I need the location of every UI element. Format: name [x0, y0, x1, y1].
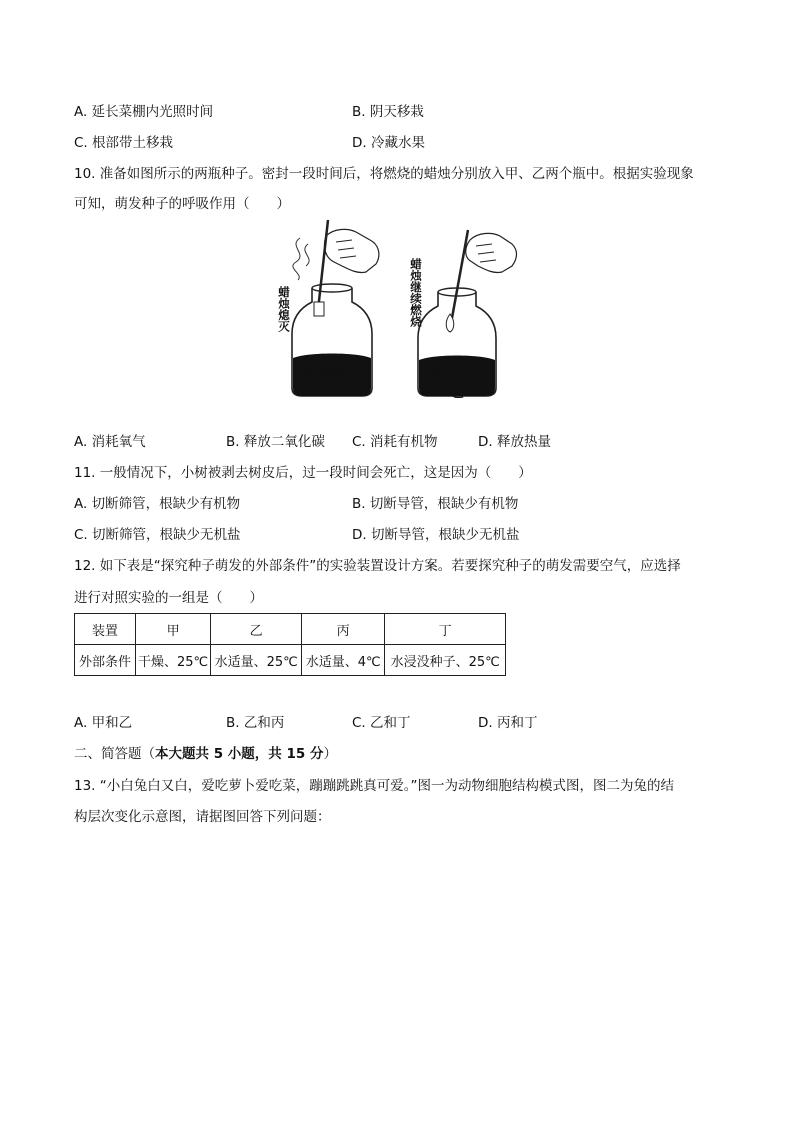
table-header-cell: 装置 — [75, 614, 136, 645]
q12-option-d: D. 丙和丁 — [478, 715, 538, 731]
q10-option-b: B. 释放二氧化碳 — [226, 434, 325, 450]
q11-option-d: D. 切断导管，根缺少无机盐 — [352, 527, 520, 543]
table-header-cell: 甲 — [136, 614, 211, 645]
q12-stem-line1: 12. 如下表是“探究种子萌发的外部条件”的实验装置设计方案。若要探究种子的萌发需要空气，应选择 — [74, 558, 681, 574]
table-row — [75, 645, 506, 676]
jar-b-vertical-label: 蜡烛继续燃烧 — [409, 258, 423, 327]
jar-a-name: 甲 — [326, 380, 338, 394]
q9-option-a: A. 延长菜棚内光照时间 — [74, 104, 214, 120]
q13-stem-line1: 13. “小白兔白又白，爱吃萝卜爱吃菜，蹦蹦跳跳真可爱。”图一为动物细胞结构模式图，图二为兔的结 — [74, 778, 674, 794]
jar-a-caption-text: 萌发的种子 — [303, 365, 361, 379]
q10-stem-line2: 可知，萌发种子的呼吸作用（ ） — [74, 196, 290, 212]
section2-title — [74, 744, 337, 764]
experiment-table — [74, 613, 506, 676]
table-header-cell: 丁 — [385, 614, 506, 645]
table-cell: 水浸没种子、25℃ — [385, 645, 506, 676]
q10-stem-line1: 10. 准备如图所示的两瓶种子。密封一段时间后，将燃烧的蜡烛分别放入甲、乙两个瓶中。根据实验现象 — [74, 166, 694, 182]
jar-b-name: 乙 — [452, 386, 464, 400]
q11-stem: 11. 一般情况下，小树被剥去树皮后，过一段时间会死亡，这是因为（ ） — [74, 465, 532, 481]
q11-option-b: B. 切断导管，根缺少有机物 — [352, 496, 519, 512]
candle-jars-figure — [278, 218, 520, 408]
jar-a-vertical-label: 蜡烛熄灭 — [277, 286, 291, 332]
table-cell: 水适量、4℃ — [302, 645, 385, 676]
q10-option-c: C. 消耗有机物 — [352, 434, 438, 450]
table-cell: 水适量、25℃ — [211, 645, 302, 676]
jar-b-caption-text: 煮熟的种子 — [429, 369, 487, 383]
q10-option-d: D. 释放热量 — [478, 434, 551, 450]
q9-option-d: D. 冷藏水果 — [352, 135, 425, 151]
q9-option-c: C. 根部带土移栽 — [74, 135, 174, 151]
q10-option-a: A. 消耗氧气 — [74, 434, 146, 450]
table-cell: 外部条件 — [75, 645, 136, 676]
q11-option-a: A. 切断筛管，根缺少有机物 — [74, 496, 241, 512]
table-header-row — [75, 614, 506, 645]
table-header-cell: 丙 — [302, 614, 385, 645]
table-cell: 干燥、25℃ — [136, 645, 211, 676]
q12-option-c: C. 乙和丁 — [352, 715, 411, 731]
section2-title-bold: 本大题共 5 小题，共 15 分 — [155, 746, 324, 762]
q9-option-b: B. 阴天移栽 — [352, 104, 424, 120]
q12-option-a: A. 甲和乙 — [74, 715, 133, 731]
section2-title-prefix: 二、简答题（ — [74, 746, 155, 762]
q12-option-b: B. 乙和丙 — [226, 715, 285, 731]
q12-stem-line2: 进行对照实验的一组是（ ） — [74, 590, 263, 606]
table-header-cell: 乙 — [211, 614, 302, 645]
section2-title-suffix: ） — [323, 746, 337, 762]
q11-option-c: C. 切断筛管，根缺少无机盐 — [74, 527, 241, 543]
q13-stem-line2: 构层次变化示意图，请据图回答下列问题： — [74, 809, 331, 825]
